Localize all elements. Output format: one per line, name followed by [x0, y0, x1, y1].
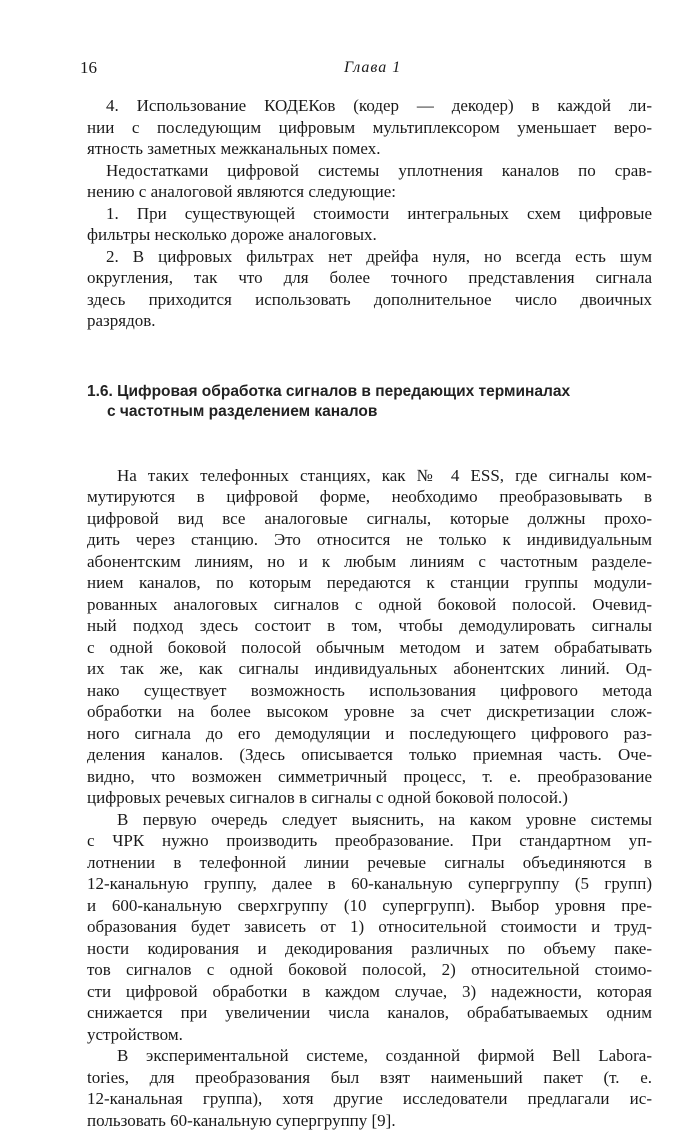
- text-line: В первую очередь следует выяснить, на каком уровне системы: [87, 809, 652, 831]
- text-line: ный подход здесь состоит в том, чтобы демодулировать сигналы: [87, 615, 652, 637]
- text-line: 12-канальная группа), хотя другие исследователи предлагали ис-: [87, 1088, 652, 1110]
- text-line: 1. При существующей стоимости интегральных схем цифровые: [87, 203, 652, 225]
- text-line: 4. Использование КОДЕКов (кодер — декодер) в каждой ли-: [87, 95, 652, 117]
- text-line: с ЧРК нужно производить преобразование. При стандартном уп-: [87, 830, 652, 852]
- page-header: [80, 58, 650, 78]
- paragraph: [87, 1045, 652, 1131]
- text-line: здесь приходится использовать дополнительное число двоичных: [87, 289, 652, 311]
- text-line: устройством.: [87, 1024, 652, 1046]
- text-line: округления, так что для более точного представления сигнала: [87, 267, 652, 289]
- text-line: Недостатками цифровой системы уплотнения каналов по срав-: [87, 160, 652, 182]
- text-line: образования будет зависеть от 1) относительной стоимости и труд-: [87, 916, 652, 938]
- text-line: нии с последующим цифровым мультиплексором уменьшает веро-: [87, 117, 652, 139]
- paragraph: [87, 246, 652, 332]
- top-paragraphs: [87, 95, 652, 332]
- paragraph: [87, 809, 652, 1046]
- text-line: tories, для преобразования был взят наименьший пакет (т. е.: [87, 1067, 652, 1089]
- text-line: цифровых речевых сигналов в сигналы с одной боковой полосой.): [87, 787, 652, 809]
- text-line: На таких телефонных станциях, как № 4 ESS, где сигналы ком-: [87, 465, 652, 487]
- text-line: ятность заметных межканальных помех.: [87, 138, 652, 160]
- text-line: нению с аналоговой являются следующие:: [87, 181, 652, 203]
- text-line: и 600-канальную сверхгруппу (10 супергрупп). Выбор уровня пре-: [87, 895, 652, 917]
- section-title-line-2: с частотным разделением каналов: [87, 402, 652, 422]
- page-number: 16: [80, 58, 97, 78]
- text-line: пользовать 60-канальную супергруппу [9].: [87, 1110, 652, 1131]
- section-heading: [87, 382, 652, 422]
- text-line: их так же, как сигналы индивидуальных абонентских линий. Од-: [87, 658, 652, 680]
- text-line: В экспериментальной системе, созданной фирмой Bell Labora-: [87, 1045, 652, 1067]
- running-head: Глава 1: [344, 59, 401, 77]
- text-line: лотнении в телефонной линии речевые сигналы объединяются в: [87, 852, 652, 874]
- page-body: [87, 95, 652, 1131]
- text-line: разрядов.: [87, 310, 652, 332]
- paragraph: [87, 465, 652, 809]
- text-line: рованных аналоговых сигналов с одной боковой полосой. Очевид-: [87, 594, 652, 616]
- text-line: мутируются в цифровой форме, необходимо преобразовывать в: [87, 486, 652, 508]
- text-line: нако существует возможность использования цифрового метода: [87, 680, 652, 702]
- text-line: ности кодирования и декодирования различных по объему паке-: [87, 938, 652, 960]
- paragraph: [87, 95, 652, 160]
- section-title-line-1: 1.6. Цифровая обработка сигналов в передающих терминалах: [87, 382, 652, 402]
- text-line: видно, что возможен симметричный процесс, т. е. преобразование: [87, 766, 652, 788]
- text-line: снижается при увеличении числа каналов, обрабатываемых одним: [87, 1002, 652, 1024]
- text-line: ного сигнала до его демодуляции и последующего цифрового раз-: [87, 723, 652, 745]
- text-line: абонентским линиям, но и к любым линиям с частотным разделе-: [87, 551, 652, 573]
- text-line: сти цифровой обработки в каждом случае, 3) надежности, которая: [87, 981, 652, 1003]
- text-line: обработки на более высоком уровне за счет дискретизации слож-: [87, 701, 652, 723]
- text-line: фильтры несколько дороже аналоговых.: [87, 224, 652, 246]
- paragraph: [87, 160, 652, 203]
- text-line: 12-канальную группу, далее в 60-канальную супергруппу (5 групп): [87, 873, 652, 895]
- text-line: дить через станцию. Это относится не только к индивидуальным: [87, 529, 652, 551]
- text-line: деления каналов. (Здесь описывается только приемная часть. Оче-: [87, 744, 652, 766]
- text-line: нием каналов, по которым передаются к станции группы модули-: [87, 572, 652, 594]
- text-line: 2. В цифровых фильтрах нет дрейфа нуля, но всегда есть шум: [87, 246, 652, 268]
- main-paragraphs: [87, 465, 652, 1131]
- paragraph: [87, 203, 652, 246]
- text-line: тов сигналов с одной боковой полосой, 2) относительной стоимо-: [87, 959, 652, 981]
- text-line: цифровой вид все аналоговые сигналы, которые должны прохо-: [87, 508, 652, 530]
- text-line: с одной боковой полосой обычным методом и затем обрабатывать: [87, 637, 652, 659]
